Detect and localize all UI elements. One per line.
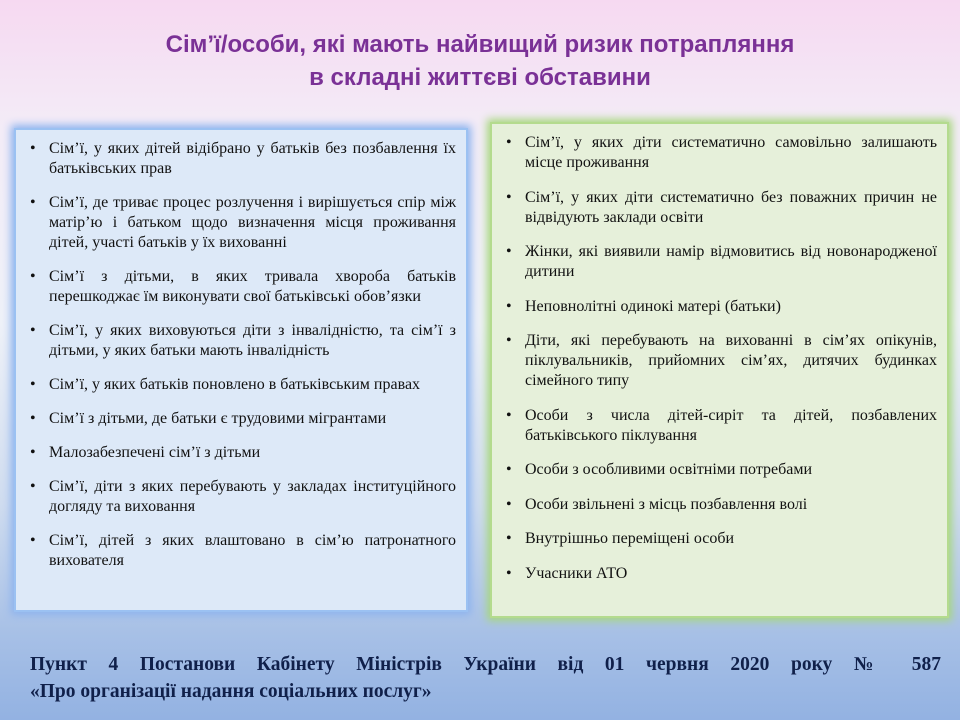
list-item: • Сім’ї, у яких дітей відібрано у батьків без позбавлення їх батьківських прав bbox=[30, 139, 456, 179]
legal-reference-footer bbox=[30, 651, 941, 705]
right-bullet-list bbox=[506, 133, 937, 584]
list-item: • Сім’ї, дітей з яких влаштовано в сім’ю патронатного вихователя bbox=[30, 531, 456, 571]
list-item: • Сім’ї, у яких діти систематично без поважних причин не відвідують заклади освіти bbox=[506, 188, 937, 228]
list-item: • Сім’ї, діти з яких перебувають у закладах інституційного догляду та виховання bbox=[30, 477, 456, 517]
list-item: • Сім’ї, у яких батьків поновлено в батьківським правах bbox=[30, 375, 456, 395]
list-item: • Неповнолітні одинокі матері (батьки) bbox=[506, 297, 937, 317]
list-item: • Жінки, які виявили намір відмовитись від новонародженої дитини bbox=[506, 242, 937, 282]
slide-title bbox=[0, 28, 960, 94]
list-item: • Діти, які перебувають на вихованні в сім’ях опікунів, піклувальників, прийомних сім’ях, дитячих будинках сімейного типу bbox=[506, 331, 937, 391]
list-item: • Сім’ї з дітьми, в яких тривала хвороба батьків перешкоджає їм виконувати свої батьківські обов’язки bbox=[30, 267, 456, 307]
list-item: • Внутрішньо переміщені особи bbox=[506, 529, 937, 549]
slide-title-line-1: Сім’ї/особи, які мають найвищий ризик потрапляння bbox=[165, 31, 795, 58]
right-list-panel bbox=[490, 122, 949, 618]
footer-line-2: «Про організації надання соціальних послуг» bbox=[30, 681, 432, 702]
slide-title-line-2: в складні життєві обставини bbox=[309, 64, 651, 91]
list-item: • Сім’ї, у яких діти систематично самовільно залишають місце проживання bbox=[506, 133, 937, 173]
list-item: • Особи з особливими освітніми потребами bbox=[506, 460, 937, 480]
footer-line-1: Пункт 4 Постанови Кабінету Міністрів України від 01 червня 2020 року № 587 bbox=[30, 654, 941, 675]
list-item: • Сім’ї, у яких виховуються діти з інвалідністю, та сім’ї з дітьми, у яких батьки мають інвалідність bbox=[30, 321, 456, 361]
list-item: • Особи звільнені з місць позбавлення волі bbox=[506, 495, 937, 515]
list-item: • Сім’ї з дітьми, де батьки є трудовими мігрантами bbox=[30, 409, 456, 429]
left-bullet-list bbox=[30, 139, 456, 571]
list-item: • Малозабезпечені сім’ї з дітьми bbox=[30, 443, 456, 463]
left-list-panel bbox=[14, 128, 468, 612]
list-item: • Особи з числа дітей-сиріт та дітей, позбавлених батьківського піклування bbox=[506, 406, 937, 446]
list-item: • Учасники АТО bbox=[506, 564, 937, 584]
list-item: • Сім’ї, де триває процес розлучення і вирішується спір між матір’ю і батьком щодо визначення місця проживання дітей, участі батьків у їх вихованні bbox=[30, 193, 456, 253]
